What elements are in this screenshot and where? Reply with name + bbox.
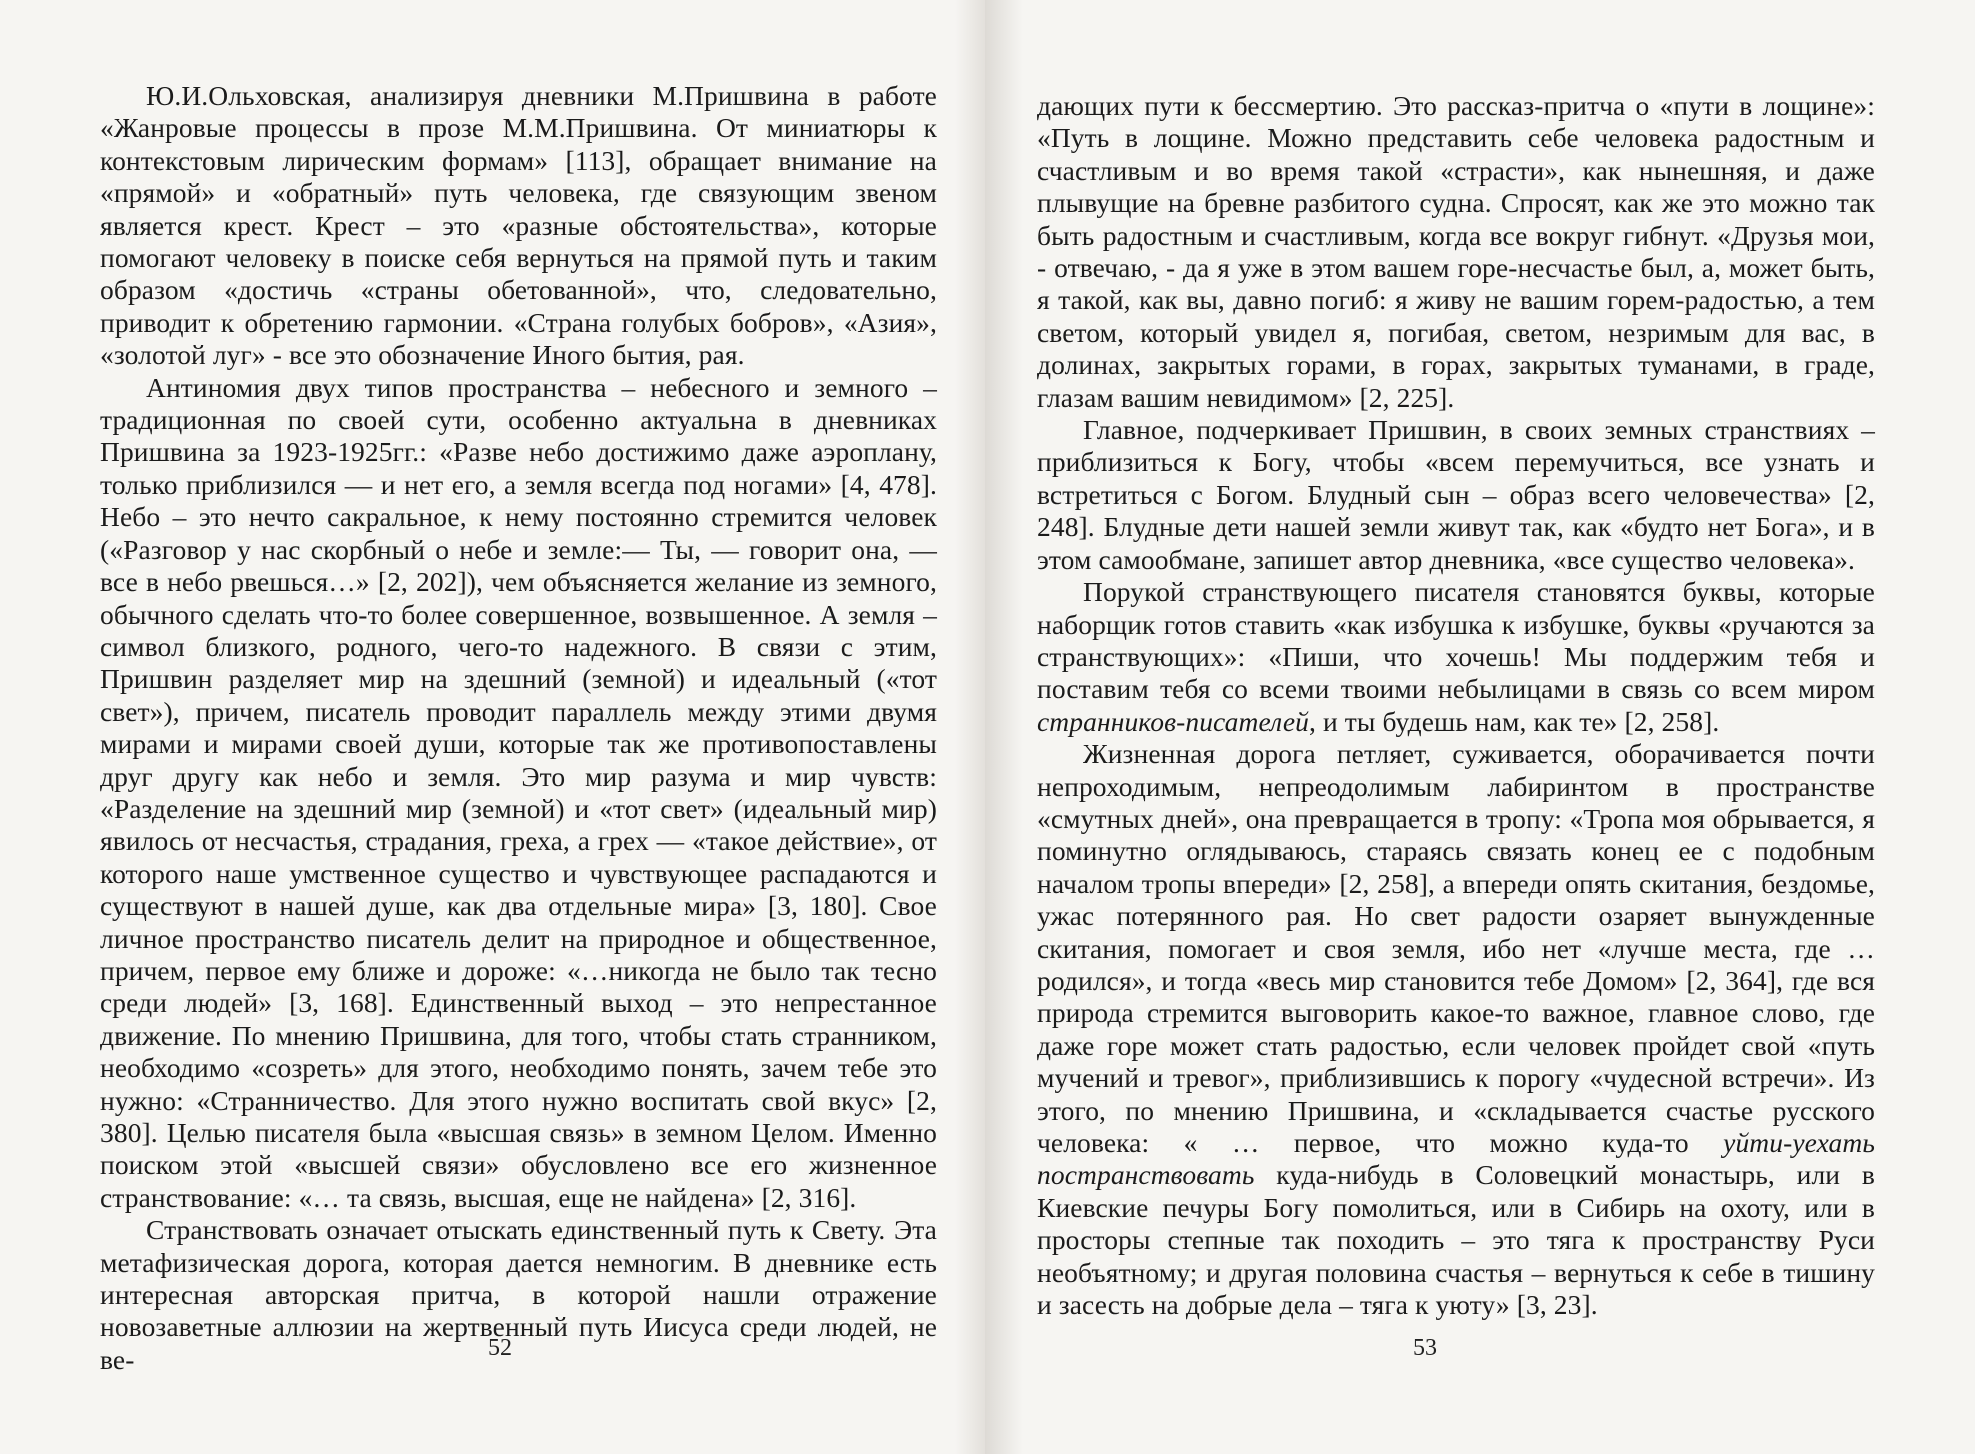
paragraph: дающих пути к бессмертию. Это рассказ-притча о «пути в лощине»: «Путь в лощине. Можно представить себе человека радостным и счастливым и во время такой «страсти», как нынешняя, и даже плывущие на бревне разбитого судна. Спросят, как же это можно так быть радостным и счастливым, когда все вокруг гибнут. «Друзья мои, - отвечаю, - да я уже в этом вашем горе-несчастье был, а, может быть, я такой, как вы, давно погиб: я живу не вашим горем-радостью, а тем светом, который увидел я, погибая, светом, незримым для вас, в долинах, закрытых горами, в горах, закрытых туманами, в граде, глазам вашим невидимом» [2, 225]. <box>1037 90 1875 413</box>
paragraph-text: Жизненная дорога петляет, суживается, оборачивается почти непроходимым, непреодолимым лабиринтом в пространстве «смутных дней», она превращается в тропу: «Тропа моя обрывается, я поминутно оглядываюсь, стараясь связать конец ее с подобным началом тропы впереди» [2, 258], а впереди опять скитания, бездомье, ужас потерянного рая. Но свет радости озаряет вынужденные скитания, помогает и своя земля, ибо нет «лучше места, где … родился», и тогда «весь мир становится тебе Домом» [2, 364], где вся природа стремится выговорить какое-то важное, главное слово, где даже горе может стать радостью, если человек пройдет свой «путь мучений и тревог», приблизившись к порогу «чудесной встречи». Из этого, по мнению Пришвина, и «складывается счастье русского человека: « … первое, что можно куда-то <box>1037 738 1875 1158</box>
paragraph <box>1037 576 1875 738</box>
paragraph: Главное, подчеркивает Пришвин, в своих земных странствиях – приблизиться к Богу, чтобы «всем перемучиться, все узнать и встретиться с Богом. Блудный сын – образ всего человечества» [2, 248]. Блудные дети нашей земли живут так, как «будто нет Бога», и в этом самообмане, запишет автор дневника, «все существо человека». <box>1037 414 1875 575</box>
paragraph: Антиномия двух типов пространства – небесного и земного – традиционная по своей сути, особенно актуальна в дневниках Пришвина за 1923-1925гг.: «Разве небо достижимо даже аэроплану, только приблизился — и нет его, а земля всегда под ногами» [4, 478]. Небо – это нечто сакральное, к нему постоянно стремится человек («Разговор у нас скорбный о небе и земле:— Ты, — говорит она, — все в небо рвешься…» [2, 202]), чем объясняется желание из земного, обычного сделать что-то более совершенное, возвышенное. А земля – символ близкого, родного, чего-то надежного. В связи с этим, Пришвин разделяет мир на здешний (земной) и идеальный («тот свет»), причем, писатель проводит параллель между этими двумя мирами и мирами своей души, которые так же противопоставлены друг другу как небо и земля. Это мир разума и мир чувств: «Разделение на здешний мир (земной) и «тот свет» (идеальный мир) явилось от несчастья, страдания, греха, а грех — «такое действие», от которого наше умственное существо и чувствующее распадаются и существуют в нашей душе, как два отдельные мира» [3, 180]. Свое личное пространство писатель делит на природное и общественное, причем, первое ему ближе и дороже: «…никогда не было так тесно среди людей» [3, 168]. Единственный выход – это непрестанное движение. По мнению Пришвина, для того, чтобы стать странником, необходимо «созреть» для этого, необходимо понять, зачем тебе это нужно: «Странничество. Для этого нужно воспитать свой вкус» [2, 380]. Целью писателя была «высшая связь» в земном Целом. Именно поиском этой «высшей связи» обусловлено все его жизненное странствование: «… та связь, высшая, еще не найдена» [2, 316]. <box>100 371 937 1213</box>
left-page <box>0 0 985 1454</box>
page-number: 53 <box>1413 1335 1437 1361</box>
page-number: 52 <box>488 1335 512 1361</box>
paragraph-text: , и ты будешь нам, как те» [2, 258]. <box>1309 705 1720 737</box>
paragraph <box>1037 738 1875 1321</box>
right-page <box>985 0 1975 1454</box>
paragraph-text: Порукой странствующего писателя становятся буквы, которые наборщик готов ставить «как избушка к избушке, буквы «ручаются за странствующих»: «Пиши, что хочешь! Мы поддержим тебя и поставим тебя со всеми твоими небылицами в связь со всем миром <box>1037 576 1875 705</box>
paragraph: Странствовать означает отыскать единственный путь к Свету. Эта метафизическая дорога, которая дается немногим. В дневнике есть интересная авторская притча, в которой нашли отражение новозаветные аллюзии на жертвенный путь Иисуса среди людей, не ве- <box>100 1214 937 1375</box>
italic-term: уйти-уехать постранствовать <box>1037 1127 1875 1191</box>
right-page-text <box>1037 90 1875 1321</box>
italic-term: странников-писателей <box>1037 705 1310 737</box>
paragraph: Ю.И.Ольховская, анализируя дневники М.Пришвина в работе «Жанровые процессы в прозе М.М.Пришвина. От миниатюры к контекстовым лирическим формам» [113], обращает внимание на «прямой» и «обратный» путь человека, где связующим звеном является крест. Крест – это «разные обстоятельства», которые помогают человеку в поиске себя вернуться на прямой путь и таким образом «достичь «страны обетованной», что, следовательно, приводит к обретению гармонии. «Страна голубых бобров», «Азия», «золотой луг» - все это обозначение Иного бытия, рая. <box>100 80 937 371</box>
left-page-text <box>100 80 937 1376</box>
paragraph-text: куда-нибудь в Соловецкий монастырь, или в Киевские печуры Богу помолиться, или в Сибирь на охоту, или в просторы степные так походить – это тяга к пространству Руси необъятному; и другая половина счастья – вернуться к себе в тишину и засесть на добрые дела – тяга к уюту» [3, 23]. <box>1037 1159 1875 1321</box>
